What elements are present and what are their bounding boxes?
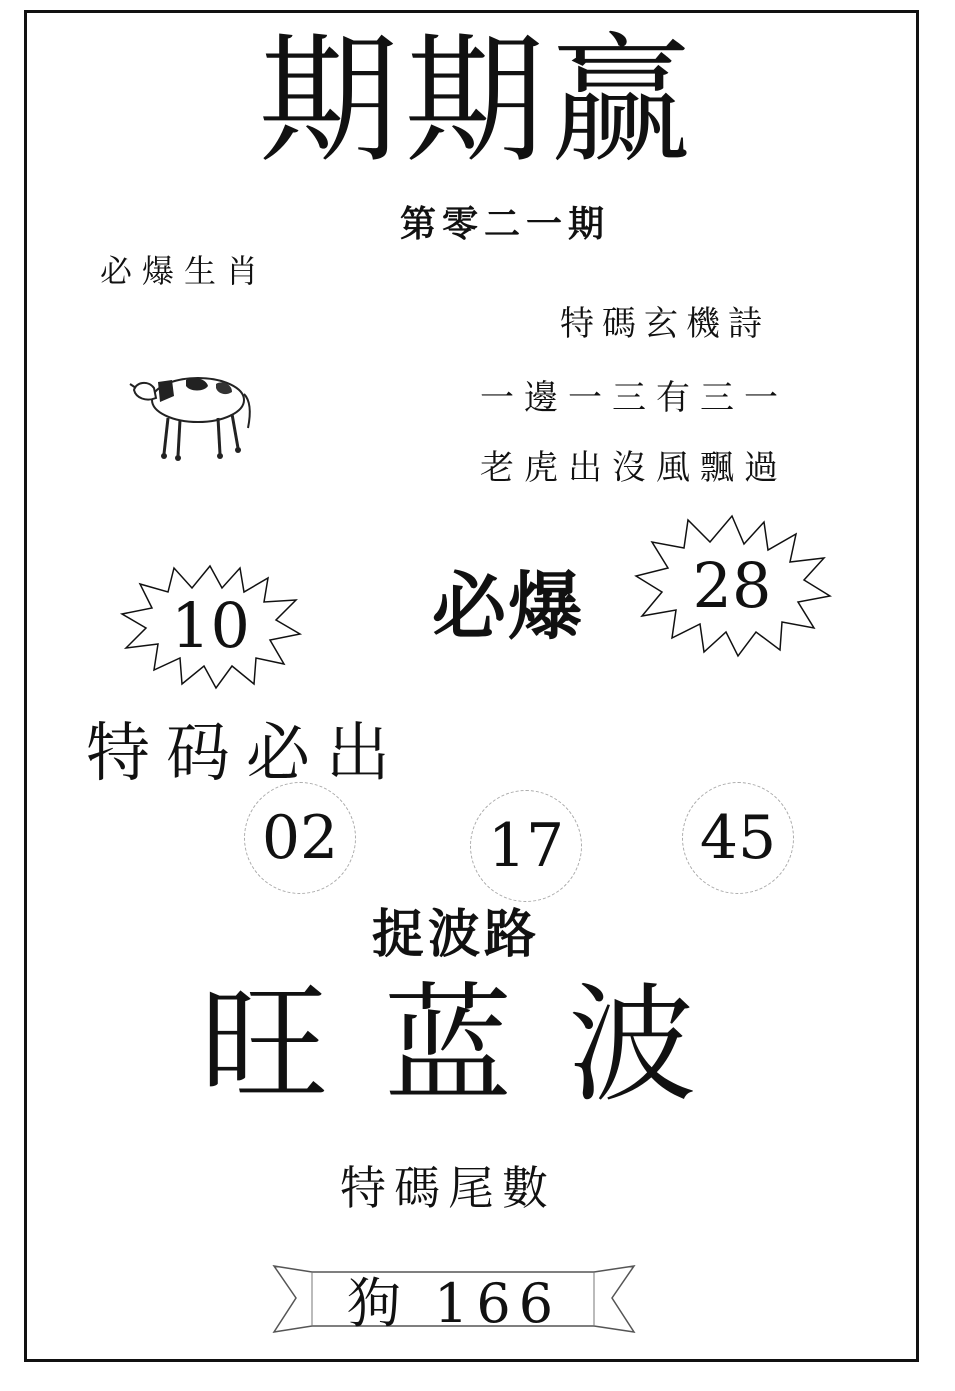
must-out-label: 特码必出 [86,717,406,791]
wave-char: 波 [568,971,697,1120]
poem-line: 老虎出沒風飄過 [480,448,788,488]
poem-title: 特碼玄機詩 [560,304,770,344]
poem-line: 一邊一三有三一 [480,378,788,418]
page-title: 期期赢 [258,20,697,183]
wave-char: 旺 [200,971,329,1120]
special-label: 必爆 [432,564,584,650]
wave-char: 蓝 [384,971,513,1120]
tail-label: 特碼尾數 [340,1161,556,1215]
wave-value [200,971,752,1120]
tail-ribbon [268,1258,640,1340]
side-number-burst [118,560,303,690]
side-number: 10 [171,588,250,662]
cow-icon [128,358,258,468]
special-number: 28 [692,548,772,622]
wave-label: 捉波路 [372,905,541,965]
must-out-number: 02 [244,782,356,894]
zodiac-label: 必爆生肖 [100,252,269,290]
must-out-number: 17 [470,790,582,902]
issue-number: 第零二一期 [400,203,611,245]
tail-value: 狗 166 [346,1271,562,1335]
must-out-number: 45 [682,782,794,894]
special-number-burst [632,510,832,660]
